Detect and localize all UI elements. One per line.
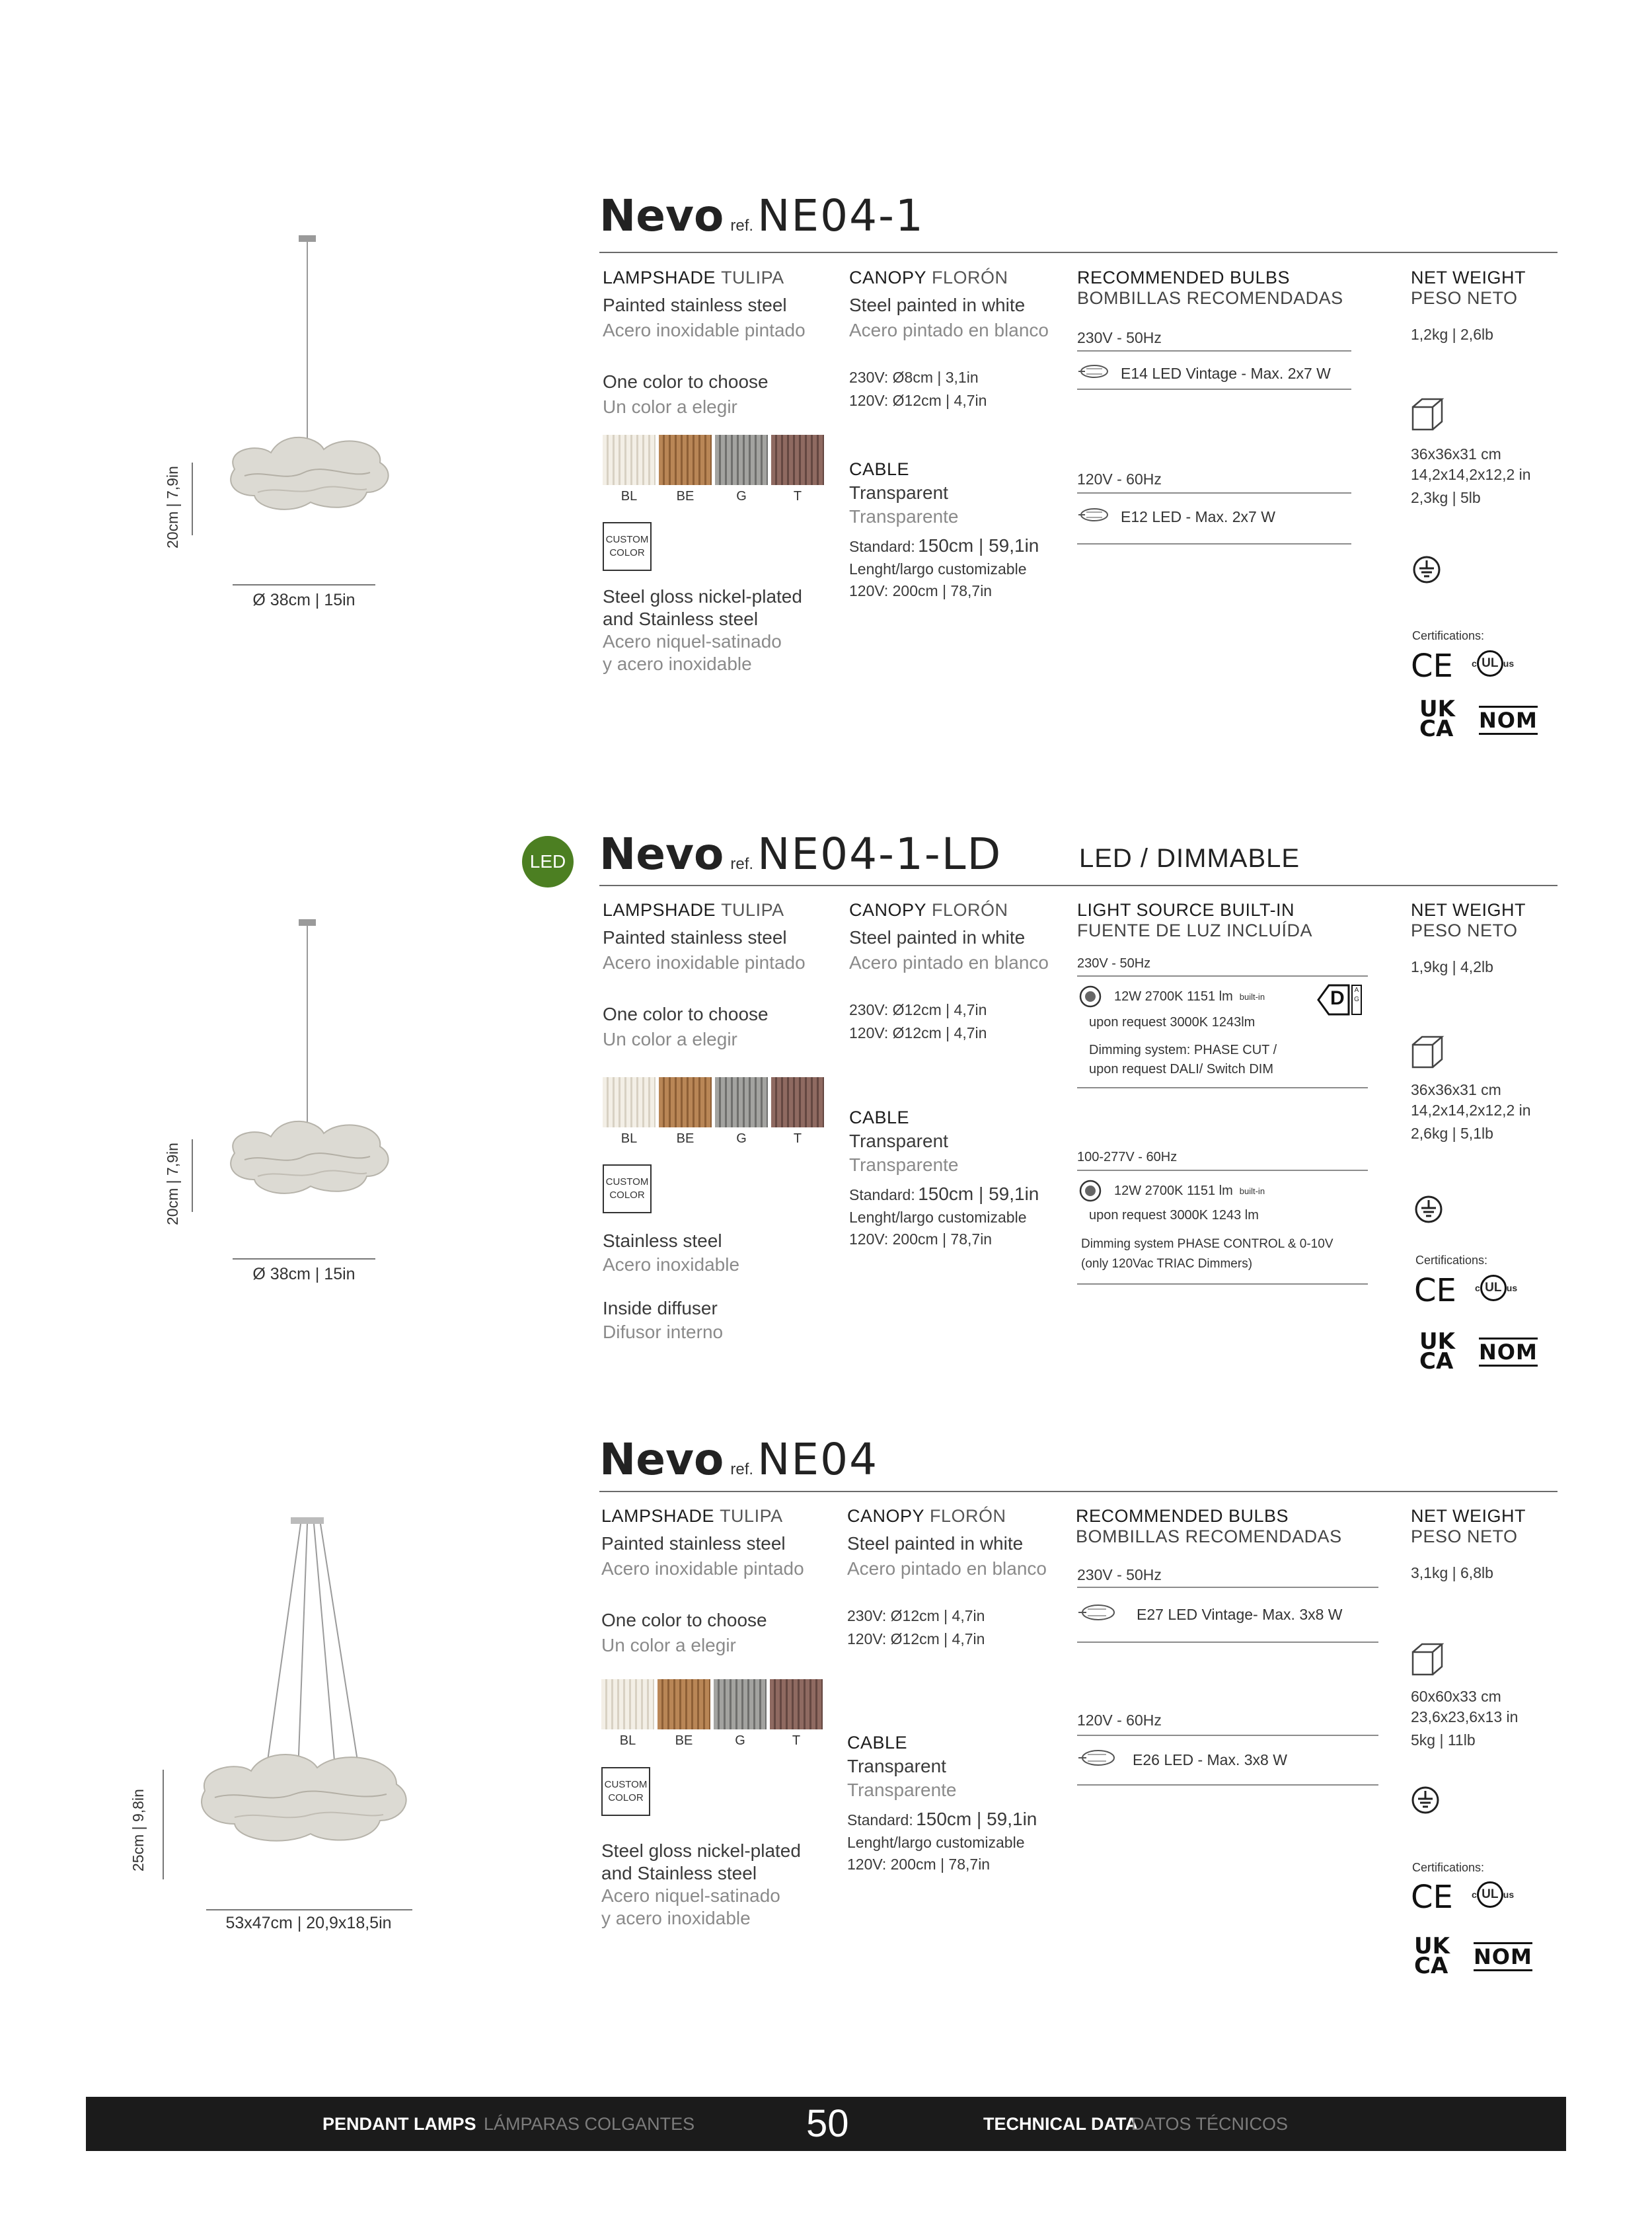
- cable-customizable: Lenght/largo customizable: [847, 1834, 1025, 1851]
- cable-standard-label: Standard:: [849, 538, 915, 555]
- height-dimension: 20cm | 7,9in: [164, 1143, 181, 1225]
- title-divider: [599, 885, 1558, 886]
- material-block: [601, 1840, 839, 1929]
- color-choice: One color to choose: [603, 371, 769, 392]
- divider: [1077, 1587, 1378, 1588]
- cable-material: Transparent: [847, 1756, 946, 1776]
- swatch-t[interactable]: [771, 1077, 824, 1127]
- color-choice: One color to choose: [601, 1610, 767, 1630]
- energy-class: D: [1330, 987, 1345, 1009]
- bulbs-column: [1076, 1506, 1380, 1547]
- bulb-230-row: [1077, 363, 1331, 383]
- weight-column: [1411, 1506, 1609, 1582]
- dimming-120-b: (only 120Vac TRIAC Dimmers): [1081, 1257, 1253, 1271]
- ul-c: c: [1475, 1283, 1480, 1293]
- ul-logo: UL: [1480, 1275, 1507, 1301]
- ul-logo: UL: [1477, 1881, 1503, 1908]
- led-spec: 12W 2700K 1151 lm: [1114, 1183, 1233, 1198]
- material-es: Acero inoxidable: [603, 1254, 740, 1275]
- package-block: [1411, 1688, 1609, 1749]
- swatch-label: BE: [676, 1131, 695, 1146]
- diameter-line: [233, 1258, 375, 1260]
- canopy-material-es: Acero pintado en blanco: [849, 952, 1049, 973]
- diameter-dimension: Ø 38cm | 15in: [252, 591, 356, 609]
- lampshade-material-es: Acero inoxidable pintado: [603, 952, 806, 973]
- nom-mark: NOM: [1479, 1338, 1538, 1367]
- canopy-column: [849, 900, 1074, 1042]
- material-es: y acero inoxidable: [601, 1908, 751, 1928]
- led-120-row: [1078, 1179, 1265, 1203]
- weight-label: NET WEIGHT: [1411, 900, 1526, 920]
- upon-request-230: upon request 3000K 1243lm: [1089, 1015, 1256, 1030]
- bulb-120-row: [1077, 1748, 1287, 1772]
- nom-mark: NOM: [1474, 1942, 1532, 1971]
- material-block: [603, 1230, 841, 1343]
- cable-standard-value: 150cm | 59,1in: [916, 1809, 1037, 1829]
- weight-label-es: PESO NETO: [1411, 1527, 1518, 1546]
- weight-column: [1411, 268, 1609, 344]
- led-badge: LED: [522, 836, 574, 887]
- swatch-bl[interactable]: [603, 1077, 656, 1127]
- ul-us: us: [1503, 1889, 1515, 1900]
- lampshade-material: Painted stainless steel: [603, 295, 787, 315]
- footer-bar: [86, 2097, 1566, 2151]
- material-en: and Stainless steel: [603, 609, 759, 629]
- cable-120v: 120V: 200cm | 78,7in: [847, 1856, 991, 1873]
- product-title: [599, 1434, 878, 1485]
- weight-label-es: PESO NETO: [1411, 288, 1518, 308]
- swatch-label: BL: [620, 1131, 638, 1146]
- cable-120v: 120V: 200cm | 78,7in: [849, 582, 993, 599]
- color-swatches: [603, 435, 824, 485]
- cable-customizable: Lenght/largo customizable: [849, 1209, 1027, 1226]
- ce-mark: CE: [1411, 648, 1453, 685]
- height-line: [163, 1770, 164, 1879]
- voltage-120: 100-277V - 60Hz: [1077, 1150, 1178, 1164]
- divider: [1077, 492, 1351, 494]
- swatch-label: BL: [619, 1733, 636, 1748]
- cable-standard-value: 150cm | 59,1in: [918, 535, 1039, 556]
- color-choice: One color to choose: [603, 1004, 769, 1024]
- swatch-label: BL: [620, 489, 638, 504]
- net-weight: 1,9kg | 4,2lb: [1411, 958, 1493, 975]
- footer-section-es[interactable]: LÁMPARAS COLGANTES: [484, 2114, 695, 2134]
- swatch-be[interactable]: [659, 435, 712, 485]
- ul-mark: [1472, 1881, 1514, 1908]
- bulbs-label: RECOMMENDED BULBS: [1077, 268, 1291, 287]
- footer-category-es[interactable]: DATOS TÉCNICOS: [1131, 2114, 1289, 2134]
- canopy-material: Steel painted in white: [849, 927, 1026, 948]
- lampshade-label: LAMPSHADE: [603, 900, 716, 920]
- bulbs-label-es: BOMBILLAS RECOMENDADAS: [1077, 288, 1343, 308]
- cable-material-es: Transparente: [849, 506, 959, 527]
- light-source-label: LIGHT SOURCE BUILT-IN: [1077, 900, 1295, 920]
- canopy-size-120: 120V: Ø12cm | 4,7in: [849, 1024, 987, 1041]
- product-title: [599, 829, 1002, 880]
- product-name: Nevo: [599, 190, 724, 241]
- lampshade-material-es: Acero inoxidable pintado: [603, 320, 806, 340]
- cable-120v: 120V: 200cm | 78,7in: [849, 1230, 993, 1248]
- height-dimension: 25cm | 9,8in: [130, 1789, 147, 1871]
- swatch-label: G: [736, 1131, 747, 1146]
- ul-mark: [1475, 1275, 1517, 1301]
- color-swatches: [601, 1679, 823, 1729]
- custom-label: COLOR: [609, 547, 645, 558]
- color-swatches: [603, 1077, 824, 1127]
- diameter-line: [233, 584, 375, 585]
- bulb-icon: [1077, 1748, 1117, 1772]
- ukca-ca: CA: [1419, 716, 1454, 742]
- lampshade-label: LAMPSHADE: [603, 268, 716, 287]
- bulb-icon: [1077, 363, 1111, 383]
- title-divider: [599, 252, 1558, 253]
- weight-label-es: PESO NETO: [1411, 921, 1518, 940]
- footer-category-en[interactable]: TECHNICAL DATA: [983, 2114, 1138, 2134]
- dimming-230-b: upon request DALI/ Switch DIM: [1089, 1062, 1274, 1076]
- title-divider: [599, 1491, 1558, 1492]
- swatch-label: G: [736, 489, 747, 504]
- product-code: NE04-1-LD: [757, 829, 1002, 880]
- ul-c: c: [1472, 1889, 1477, 1900]
- divider: [1077, 350, 1351, 352]
- cable-block: [849, 459, 1074, 600]
- lampshade-material-es: Acero inoxidable pintado: [601, 1558, 804, 1579]
- net-weight: 3,1kg | 6,8lb: [1411, 1564, 1493, 1581]
- cable-material: Transparent: [849, 1131, 948, 1151]
- ul-mark: [1472, 650, 1514, 677]
- divider: [1077, 543, 1351, 545]
- swatch-g[interactable]: [715, 435, 768, 485]
- material-es: Acero niquel-satinado: [603, 631, 782, 652]
- swatch-label: BE: [676, 489, 695, 504]
- product-code: NE04-1: [757, 190, 924, 241]
- product-code: NE04: [757, 1434, 879, 1485]
- swatch-g[interactable]: [715, 1077, 768, 1127]
- weight-column: [1411, 900, 1609, 976]
- ground-icon: [1412, 555, 1441, 584]
- swatch-g[interactable]: [714, 1679, 767, 1729]
- custom-color-option[interactable]: [601, 1767, 650, 1816]
- swatch-be[interactable]: [657, 1679, 710, 1729]
- box-icon: [1409, 1640, 1447, 1679]
- nom-mark: NOM: [1479, 706, 1538, 735]
- certifications-label: Certifications:: [1412, 1861, 1485, 1874]
- cable-label: CABLE: [847, 1733, 908, 1753]
- upon-request-120: upon request 3000K 1243 lm: [1089, 1208, 1259, 1223]
- cable-standard-label: Standard:: [847, 1811, 913, 1829]
- lampshade-material: Painted stainless steel: [603, 927, 787, 948]
- ukca-ca: CA: [1414, 1953, 1448, 1979]
- cable-label: CABLE: [849, 459, 910, 479]
- voltage-230: 230V - 50Hz: [1077, 1566, 1162, 1583]
- swatch-labels: [601, 1733, 823, 1749]
- lampshade-label: LAMPSHADE: [601, 1506, 715, 1526]
- ground-icon: [1411, 1786, 1440, 1815]
- product-name: Nevo: [599, 1434, 724, 1485]
- diffuser-en: Inside diffuser: [603, 1298, 718, 1318]
- led-chip-icon: [1078, 985, 1102, 1008]
- diameter-dimension: Ø 38cm | 15in: [252, 1265, 356, 1283]
- diameter-line: [206, 1909, 412, 1910]
- lampshade-column: [601, 1506, 839, 1656]
- cable-standard-value: 150cm | 59,1in: [918, 1184, 1039, 1204]
- custom-label: COLOR: [609, 1189, 645, 1201]
- lamp-illustration: [218, 915, 396, 1232]
- canopy-label-es: FLORÓN: [932, 268, 1008, 287]
- box-icon: [1409, 1033, 1447, 1071]
- led-spec: 12W 2700K 1151 lm: [1114, 989, 1233, 1004]
- bulbs-column: [1077, 268, 1351, 309]
- box-size-in: 14,2x14,2x12,2 in: [1411, 1102, 1531, 1119]
- footer-section-en[interactable]: PENDANT LAMPS: [322, 2114, 476, 2134]
- divider: [1077, 1784, 1378, 1786]
- canopy-column: [847, 1506, 1072, 1648]
- material-block: [603, 586, 841, 675]
- lampshade-label-es: TULIPA: [720, 1506, 783, 1526]
- height-line: [192, 1139, 193, 1212]
- light-source-label-es: FUENTE DE LUZ INCLUÍDA: [1077, 921, 1313, 940]
- gross-weight: 2,6kg | 5,1lb: [1411, 1125, 1493, 1142]
- canopy-size-230: 230V: Ø12cm | 4,7in: [849, 1001, 987, 1018]
- canopy-label: CANOPY: [849, 900, 927, 920]
- ukca-uk: UK: [1419, 696, 1455, 722]
- canopy-size-230: 230V: Ø12cm | 4,7in: [847, 1607, 985, 1624]
- canopy-size-230: 230V: Ø8cm | 3,1in: [849, 369, 979, 386]
- certifications-label: Certifications:: [1415, 1254, 1488, 1267]
- lampshade-label-es: TULIPA: [721, 900, 784, 920]
- diffuser-es: Difusor interno: [603, 1322, 724, 1342]
- cable-material-es: Transparente: [849, 1154, 959, 1175]
- canopy-size-120: 120V: Ø12cm | 4,7in: [847, 1630, 985, 1647]
- divider: [1077, 1170, 1368, 1171]
- divider: [1077, 975, 1368, 977]
- divider: [1077, 1642, 1378, 1643]
- dimming-230: Dimming system: PHASE CUT /: [1089, 1043, 1277, 1057]
- ukca-mark: [1419, 1328, 1455, 1375]
- ul-c: c: [1472, 658, 1477, 669]
- color-choice-es: Un color a elegir: [601, 1635, 736, 1655]
- certifications-label: Certifications:: [1412, 629, 1485, 642]
- canopy-material-es: Acero pintado en blanco: [847, 1558, 1047, 1579]
- product-name: Nevo: [599, 829, 724, 880]
- custom-label: CUSTOM: [604, 1779, 648, 1790]
- canopy-label: CANOPY: [849, 268, 927, 287]
- ref-label: ref.: [730, 855, 754, 873]
- bulb-230-spec: E14 LED Vintage - Max. 2x7 W: [1121, 364, 1331, 382]
- page-number: 50: [806, 2102, 849, 2145]
- swatch-bl[interactable]: [603, 435, 656, 485]
- bulb-icon: [1077, 1603, 1117, 1626]
- canopy-label-es: FLORÓN: [932, 900, 1008, 920]
- package-block: [1411, 1081, 1609, 1143]
- ukca-mark: [1414, 1933, 1450, 1979]
- ukca-ca: CA: [1419, 1348, 1454, 1375]
- cable-block: [849, 1108, 1074, 1248]
- bulbs-label: RECOMMENDED BULBS: [1076, 1506, 1289, 1526]
- swatch-t[interactable]: [771, 435, 824, 485]
- weight-label: NET WEIGHT: [1411, 268, 1526, 287]
- canopy-material: Steel painted in white: [849, 295, 1026, 315]
- custom-label: CUSTOM: [605, 1176, 649, 1188]
- material-en: Stainless steel: [603, 1230, 722, 1251]
- ground-icon: [1414, 1195, 1443, 1224]
- custom-color-option[interactable]: [603, 1164, 652, 1213]
- material-en: Steel gloss nickel-plated: [603, 586, 802, 607]
- energy-scale: A G: [1351, 985, 1362, 1015]
- voltage-120: 120V - 60Hz: [1077, 1712, 1162, 1729]
- bulb-icon: [1077, 507, 1111, 527]
- material-en: Steel gloss nickel-plated: [601, 1840, 801, 1861]
- ukca-uk: UK: [1419, 1328, 1455, 1355]
- ce-mark: CE: [1414, 1272, 1456, 1309]
- swatch-label: T: [793, 1131, 802, 1146]
- box-icon: [1409, 395, 1447, 434]
- lampshade-column: [603, 900, 841, 1050]
- swatch-label: G: [735, 1733, 745, 1748]
- voltage-230: 230V - 50Hz: [1077, 956, 1151, 971]
- height-line: [192, 463, 193, 535]
- swatch-label: BE: [675, 1733, 693, 1748]
- light-source-column: [1077, 900, 1368, 941]
- canopy-material-es: Acero pintado en blanco: [849, 320, 1049, 340]
- led-dimmable-label: LED / DIMMABLE: [1079, 844, 1300, 873]
- ukca-uk: UK: [1414, 1933, 1450, 1959]
- canopy-label-es: FLORÓN: [930, 1506, 1006, 1526]
- height-dimension: 20cm | 7,9in: [164, 466, 181, 548]
- diameter-dimension: 53x47cm | 20,9x18,5in: [225, 1914, 392, 1932]
- swatch-be[interactable]: [659, 1077, 712, 1127]
- built-in-label: built-in: [1239, 991, 1265, 1002]
- net-weight: 1,2kg | 2,6lb: [1411, 326, 1493, 343]
- divider: [1077, 1735, 1378, 1736]
- cable-customizable: Lenght/largo customizable: [849, 560, 1027, 578]
- canopy-column: [849, 268, 1074, 410]
- box-size-cm: 36x36x31 cm: [1411, 1081, 1501, 1098]
- lamp-illustration: [185, 1513, 436, 1883]
- bulb-120-row: [1077, 507, 1275, 527]
- voltage-230: 230V - 50Hz: [1077, 329, 1162, 346]
- canopy-material: Steel painted in white: [847, 1533, 1024, 1554]
- swatch-label: T: [792, 1733, 801, 1748]
- custom-label: COLOR: [608, 1792, 644, 1803]
- voltage-120: 120V - 60Hz: [1077, 471, 1162, 488]
- color-choice-es: Un color a elegir: [603, 396, 737, 417]
- material-es: Acero niquel-satinado: [601, 1885, 780, 1906]
- color-choice-es: Un color a elegir: [603, 1029, 737, 1049]
- lampshade-column: [603, 268, 841, 418]
- bulb-230-spec: E27 LED Vintage- Max. 3x8 W: [1137, 1605, 1343, 1623]
- lampshade-label-es: TULIPA: [721, 268, 784, 287]
- bulb-120-spec: E12 LED - Max. 2x7 W: [1121, 508, 1275, 525]
- material-en: and Stainless steel: [601, 1863, 757, 1883]
- gross-weight: 2,3kg | 5lb: [1411, 489, 1481, 506]
- swatch-bl[interactable]: [601, 1679, 654, 1729]
- led-chip-icon: [1078, 1179, 1102, 1203]
- ul-us: us: [1503, 658, 1515, 669]
- ref-label: ref.: [730, 1460, 754, 1478]
- cable-label: CABLE: [849, 1108, 910, 1127]
- dimming-120: Dimming system PHASE CONTROL & 0-10V: [1081, 1237, 1333, 1251]
- ce-mark: CE: [1411, 1879, 1453, 1916]
- cable-material-es: Transparente: [847, 1780, 957, 1800]
- cable-material: Transparent: [849, 482, 948, 503]
- material-es: y acero inoxidable: [603, 654, 752, 674]
- ref-label: ref.: [730, 217, 754, 235]
- box-size-cm: 36x36x31 cm: [1411, 445, 1501, 463]
- swatch-labels: [603, 1131, 824, 1147]
- box-size-cm: 60x60x33 cm: [1411, 1688, 1501, 1705]
- custom-color-option[interactable]: [603, 522, 652, 571]
- swatch-t[interactable]: [770, 1679, 823, 1729]
- cable-block: [847, 1733, 1072, 1873]
- canopy-label: CANOPY: [847, 1506, 925, 1526]
- lampshade-material: Painted stainless steel: [601, 1533, 786, 1554]
- swatch-labels: [603, 489, 824, 504]
- canopy-size-120: 120V: Ø12cm | 4,7in: [849, 392, 987, 409]
- bulbs-label-es: BOMBILLAS RECOMENDADAS: [1076, 1527, 1342, 1546]
- divider: [1077, 389, 1351, 390]
- built-in-label: built-in: [1239, 1186, 1265, 1196]
- custom-label: CUSTOM: [605, 534, 649, 545]
- box-size-in: 14,2x14,2x12,2 in: [1411, 466, 1531, 483]
- bulb-230-row: [1077, 1603, 1343, 1626]
- product-title: [599, 190, 924, 241]
- ul-logo: UL: [1477, 650, 1503, 677]
- box-size-in: 23,6x23,6x13 in: [1411, 1708, 1519, 1725]
- energy-label: [1317, 983, 1362, 1016]
- bulb-120-spec: E26 LED - Max. 3x8 W: [1133, 1751, 1287, 1768]
- led-230-row: [1078, 985, 1265, 1008]
- package-block: [1411, 445, 1609, 507]
- cable-standard-label: Standard:: [849, 1186, 915, 1203]
- divider: [1077, 1087, 1368, 1088]
- divider: [1077, 1283, 1368, 1285]
- swatch-label: T: [793, 489, 802, 504]
- ukca-mark: [1419, 696, 1455, 742]
- weight-label: NET WEIGHT: [1411, 1506, 1526, 1526]
- lamp-illustration: [218, 231, 396, 548]
- ul-us: us: [1506, 1283, 1518, 1293]
- gross-weight: 5kg | 11lb: [1411, 1731, 1476, 1749]
